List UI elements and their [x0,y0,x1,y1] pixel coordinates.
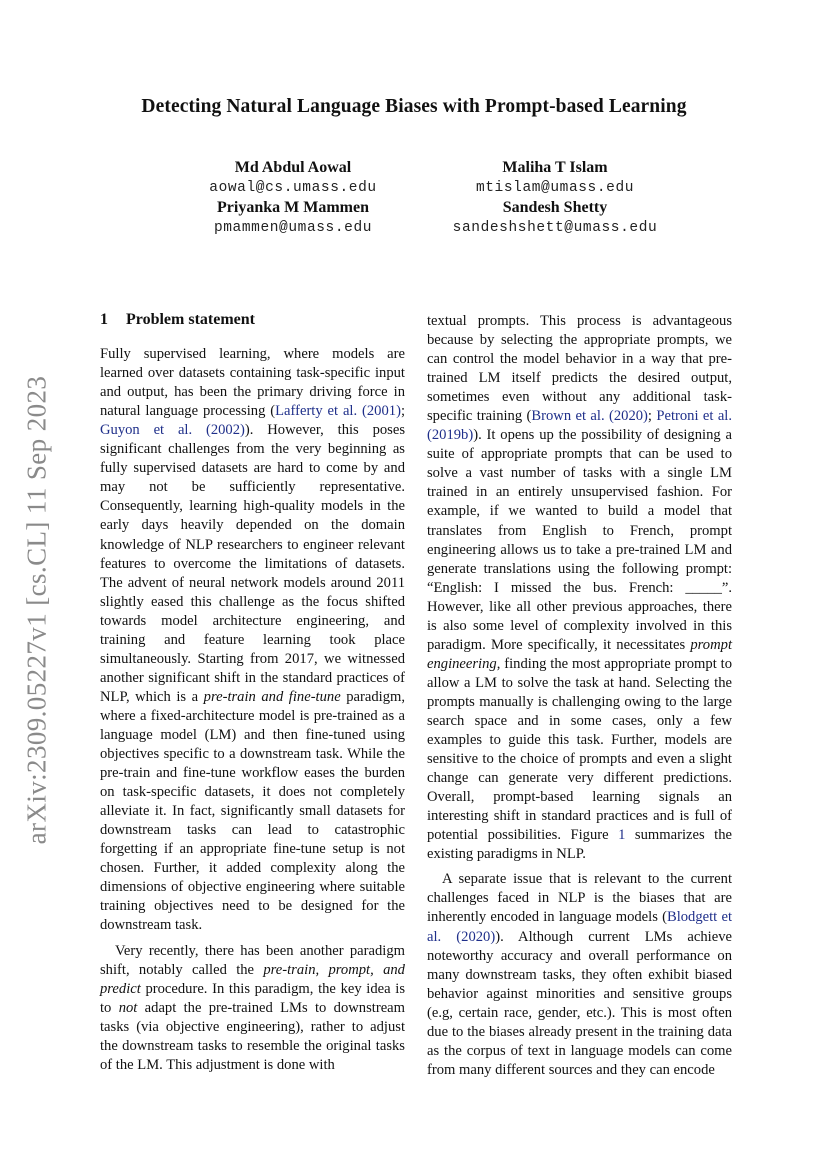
citation-link[interactable]: Brown et al. (2020) [531,408,648,425]
arxiv-sidebar [12,360,62,860]
figure-reference-link[interactable]: 1 [618,827,626,844]
paragraph: Fully supervised learning, where models are learned over datasets containing task-specific input and output, has been the primary driving force in natural language processing (Lafferty et al. (2001); Guyon et al. (2002)). However, this poses significant challenges from the very beginning as fully supervised datasets are hard to come by and may not be sufficiently representative. Consequently, learning high-quality models in the early days heavily depended on the domain knowledge of NLP researchers to engineer relevant features to overcome the limitations of datasets. The advent of neural network models around 2011 slightly eased this challenge as the focus shifted towards model architecture engineering, and training and feature learning took place simultaneously. Starting from 2017, we witnessed another significant shift in the standard practices of NLP, which is a pre-train and fine-tune paradigm, where a fixed-architecture model is pre-trained as a language model (LM) and then fine-tuned using objectives specific to a downstream task. While the pre-train and fine-tune workflow eases the burden on task-specific datasets, it does not completely alleviate it. In fact, significantly small datasets for downstream tasks can lead to catastrophic forgetting if an appropriate fine-tune setup is not chosen. Further, it added complexity along the dimensions of objective engineering where suitable training objectives need to be designed for the downstream task. [100,346,405,934]
section-title: Problem statement [126,311,255,328]
section-number: 1 [100,311,108,328]
right-column [427,312,732,1080]
citation-link[interactable]: Guyon et al. (2002) [100,422,245,439]
left-column [100,310,405,1075]
author-block-right [430,158,680,238]
citation-link[interactable]: Petroni et al. (2019b) [427,408,733,444]
paragraph: textual prompts. This process is advantageous because by selecting the appropriate prompts, we can control the model behavior in a way that pre-trained LM itself predicts the desired output, sometimes even without any additional task-specific training (Brown et al. (2020); Petroni et al. (2019b)). It opens up the possibility of designing a suite of appropriate prompts that can be used to solve a vast number of tasks with a single LM trained in an entirely unsupervised fashion. For example, if we wanted to build a model that translates from English to French, prompt engineering allows us to take a pre-trained LM and generate translations using the following prompt: “English: I missed the bus. French: _____”. However, like all other previous approaches, there is also some level of complexity involved in this paradigm. More specifically, it necessitates prompt engineering, finding the most appropriate prompt to allow a LM to solve the task at hand. Selecting the prompts manually is challenging owing to the large search space and in some cases, only a few examples to guide this task. Further, models are sensitive to the choice of prompts and even a slight change can generate very different predictions. Overall, prompt-based learning signals an interesting shift in standard practices and is full of potential possibilities. Figure 1 summarizes the existing paradigms in NLP. [427,313,733,863]
author-name: Maliha T Islam [502,159,608,176]
paragraph: A separate issue that is relevant to the current challenges faced in NLP is the biases that are inherently encoded in language models (Blodgett et al. (2020)). Although current LMs achieve noteworthy accuracy and overall performance on many downstream tasks, they often exhibit biased behavior against minorities and sensitive groups (e.g, certain race, gender, etc.). This is most often due to the biases already present in the training data as the corpus of text in language models can come from many different sources and they can encode [427,871,732,1078]
citation-link[interactable]: Lafferty et al. (2001) [275,403,401,420]
author-email: sandeshshett@umass.edu [452,220,658,236]
author-block-left [168,158,418,238]
author-name: Sandesh Shetty [502,199,608,216]
author-email: aowal@cs.umass.edu [209,180,377,196]
paragraph: Very recently, there has been another paradigm shift, notably called the pre-train, prompt, and predict procedure. In this paradigm, the key idea is to not adapt the pre-trained LMs to downstream tasks (via objective engineering), rather to adjust the downstream tasks to resemble the original tasks of the LM. This adjustment is done with [100,942,406,1073]
arxiv-identifier: arXiv:2309.05227v1 [cs.CL] 11 Sep 2023 [21,375,52,845]
author-email: mtislam@umass.edu [475,180,635,196]
section-heading [100,310,405,329]
author-email: pmammen@umass.edu [213,220,373,236]
paper-title: Detecting Natural Language Biases with Prompt-based Learning [141,96,687,117]
citation-link[interactable]: Blodgett et al. (2020) [427,909,732,945]
author-name: Priyanka M Mammen [217,199,369,216]
author-name: Md Abdul Aowal [234,159,352,176]
